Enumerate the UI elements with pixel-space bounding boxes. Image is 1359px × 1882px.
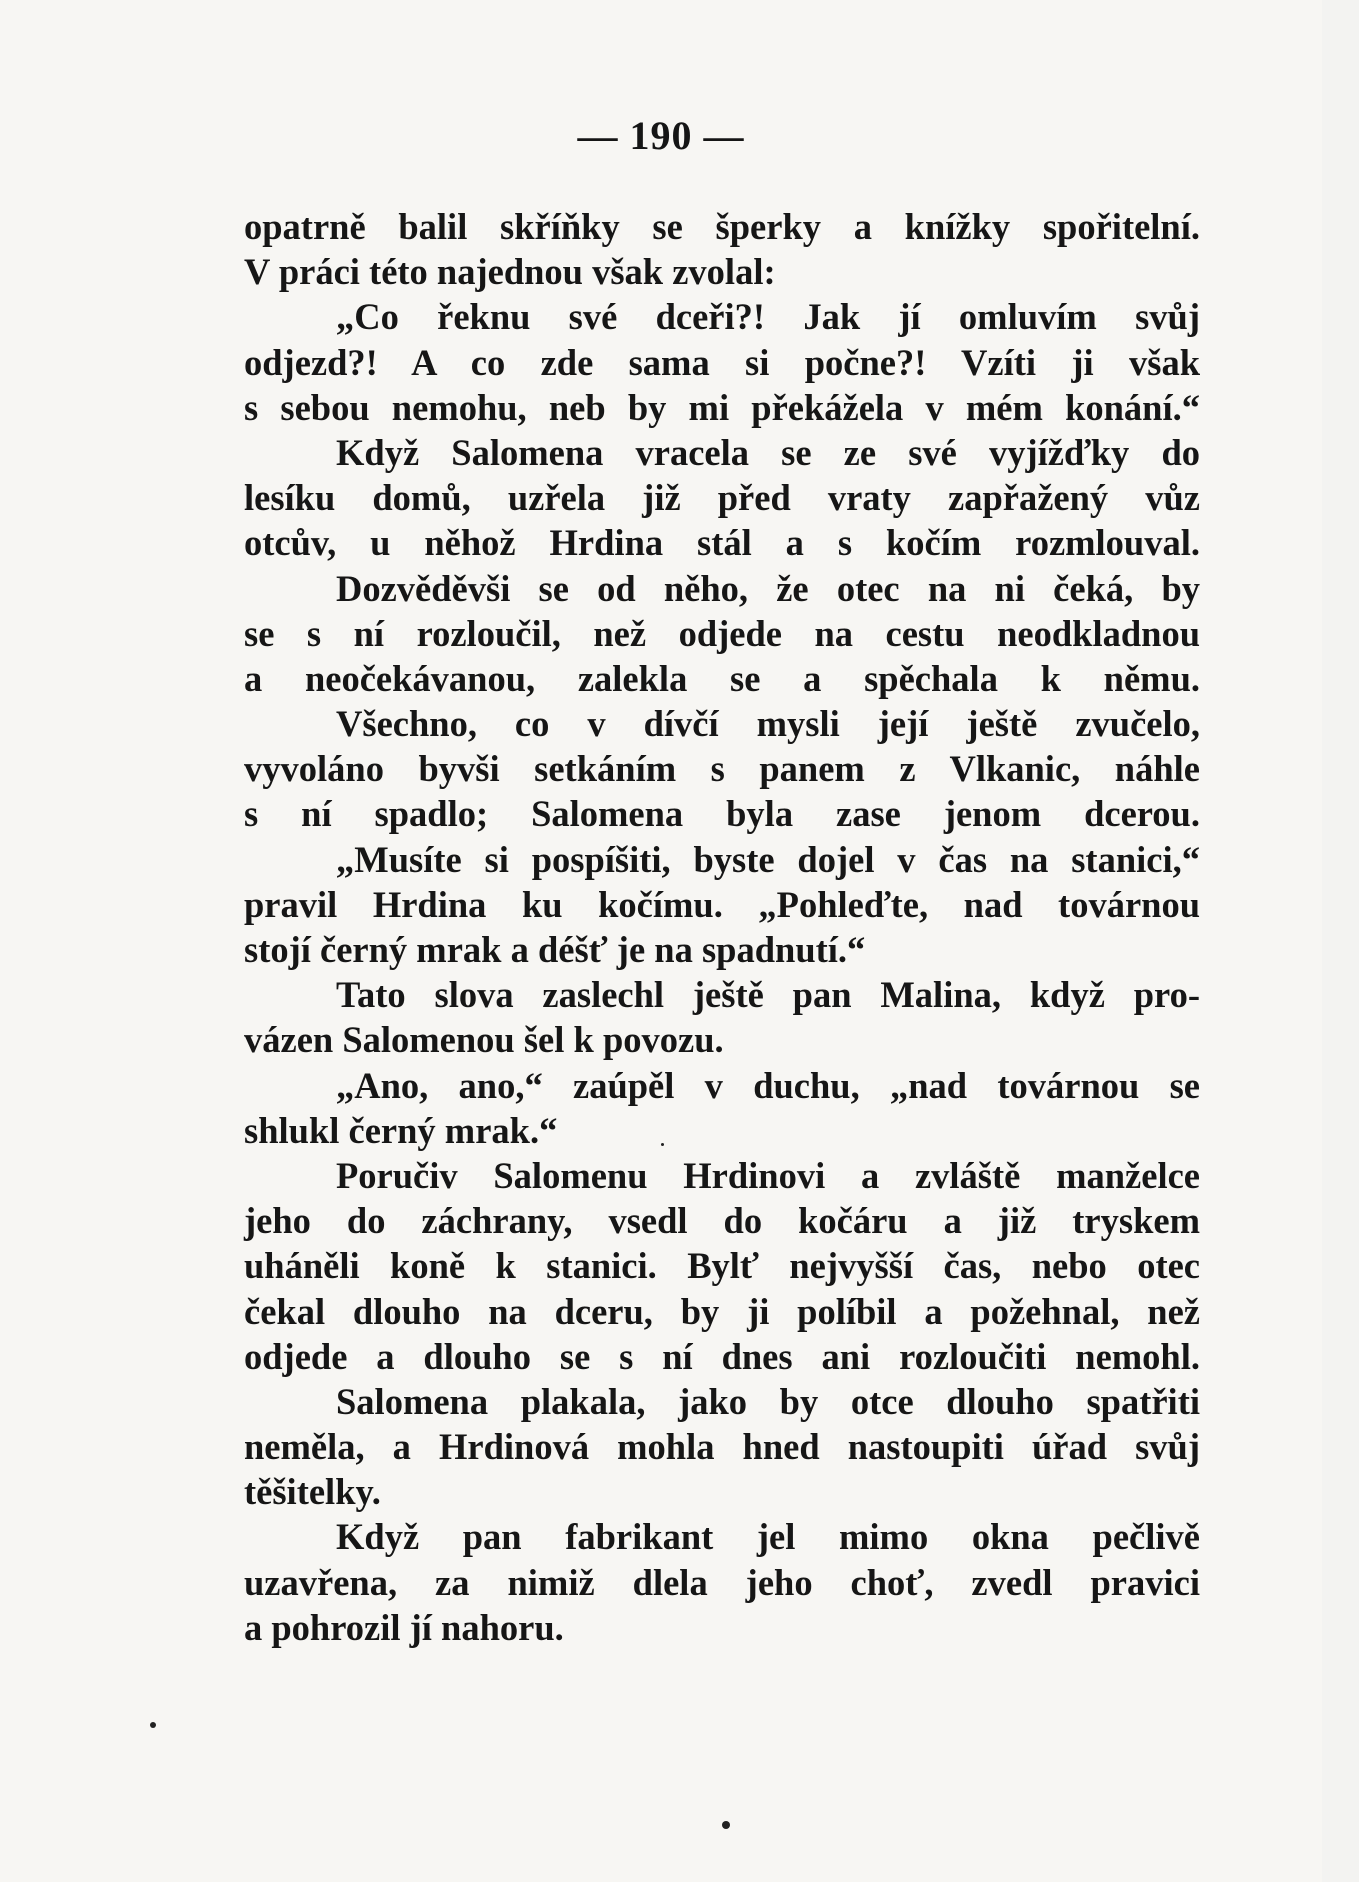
ink-speck bbox=[722, 1821, 730, 1829]
text-line: čekal dlouho na dceru, by ji políbil a požehnal, než bbox=[244, 1290, 1200, 1332]
text-line: odjede a dlouho se s ní dnes ani rozloučiti nemohl. bbox=[244, 1335, 1200, 1377]
text-line: s ní spadlo; Salomena byla zase jenom dcerou. bbox=[244, 793, 1200, 835]
text-line: Když Salomena vracela se ze své vyjížďky do bbox=[336, 431, 1200, 473]
text-line: „Ano, ano,“ zaúpěl v duchu, „nad továrnou se bbox=[336, 1064, 1200, 1106]
text-line: a neočekávanou, zalekla se a spěchala k němu. bbox=[244, 657, 1200, 699]
text-line: „Co řeknu své dceři?! Jak jí omluvím svůj bbox=[336, 296, 1200, 338]
text-line: „Musíte si pospíšiti, byste dojel v čas na stanici,“ bbox=[336, 838, 1200, 880]
text-line: opatrně balil skříňky se šperky a knížky spořitelní. bbox=[244, 206, 1200, 247]
text-line: a pohrozil jí nahoru. bbox=[244, 1606, 564, 1648]
text-line: pravil Hrdina ku kočímu. „Pohleďte, nad továrnou bbox=[244, 883, 1200, 925]
text-line: jeho do záchrany, vsedl do kočáru a již tryskem bbox=[244, 1200, 1200, 1242]
text-line: Poručiv Salomenu Hrdinovi a zvláště manželce bbox=[336, 1154, 1200, 1196]
text-line: lesíku domů, uzřela již před vraty zapřažený vůz bbox=[244, 477, 1200, 519]
text-line: Když pan fabrikant jel mimo okna pečlivě bbox=[336, 1516, 1200, 1558]
text-line: vázen Salomenou šel k povozu. bbox=[244, 1019, 724, 1061]
page-number: — 190 — bbox=[577, 113, 745, 158]
text-line: neměla, a Hrdinová mohla hned nastoupiti úřad svůj bbox=[244, 1426, 1200, 1468]
text-line: stojí černý mrak a déšť je na spadnutí.“ bbox=[244, 929, 866, 970]
ink-speck bbox=[661, 1143, 664, 1146]
book-edge bbox=[1322, 0, 1359, 1882]
text-line: uzavřena, za nimiž dlela jeho choť, zvedl pravici bbox=[244, 1561, 1200, 1603]
ink-speck bbox=[150, 1722, 156, 1728]
text-line: Tato slova zaslechl ještě pan Malina, když pro- bbox=[336, 974, 1200, 1016]
text-line: otcův, u něhož Hrdina stál a s kočím rozmlouval. bbox=[244, 522, 1200, 564]
text-line: Dozvěděvši se od něho, že otec na ni čeká, by bbox=[336, 567, 1200, 609]
text-line: se s ní rozloučil, než odjede na cestu neodkladnou bbox=[244, 612, 1200, 654]
text-line: odjezd?! A co zde sama si počne?! Vzíti ji však bbox=[244, 341, 1200, 383]
text-line: V práci této najednou však zvolal: bbox=[244, 251, 776, 293]
text-line: těšitelky. bbox=[244, 1471, 381, 1513]
body-text bbox=[244, 204, 1200, 1650]
text-line: uháněli koně k stanici. Bylť nejvyšší čas, nebo otec bbox=[244, 1245, 1200, 1287]
text-line: vyvoláno byvši setkáním s panem z Vlkanic, náhle bbox=[244, 748, 1200, 790]
text-line: Salomena plakala, jako by otce dlouho spatřiti bbox=[336, 1380, 1200, 1422]
text-line: shlukl černý mrak.“ bbox=[244, 1109, 558, 1151]
text-line: s sebou nemohu, neb by mi překážela v mém konání.“ bbox=[244, 386, 1200, 428]
text-line: Všechno, co v dívčí mysli její ještě zvučelo, bbox=[336, 703, 1200, 745]
